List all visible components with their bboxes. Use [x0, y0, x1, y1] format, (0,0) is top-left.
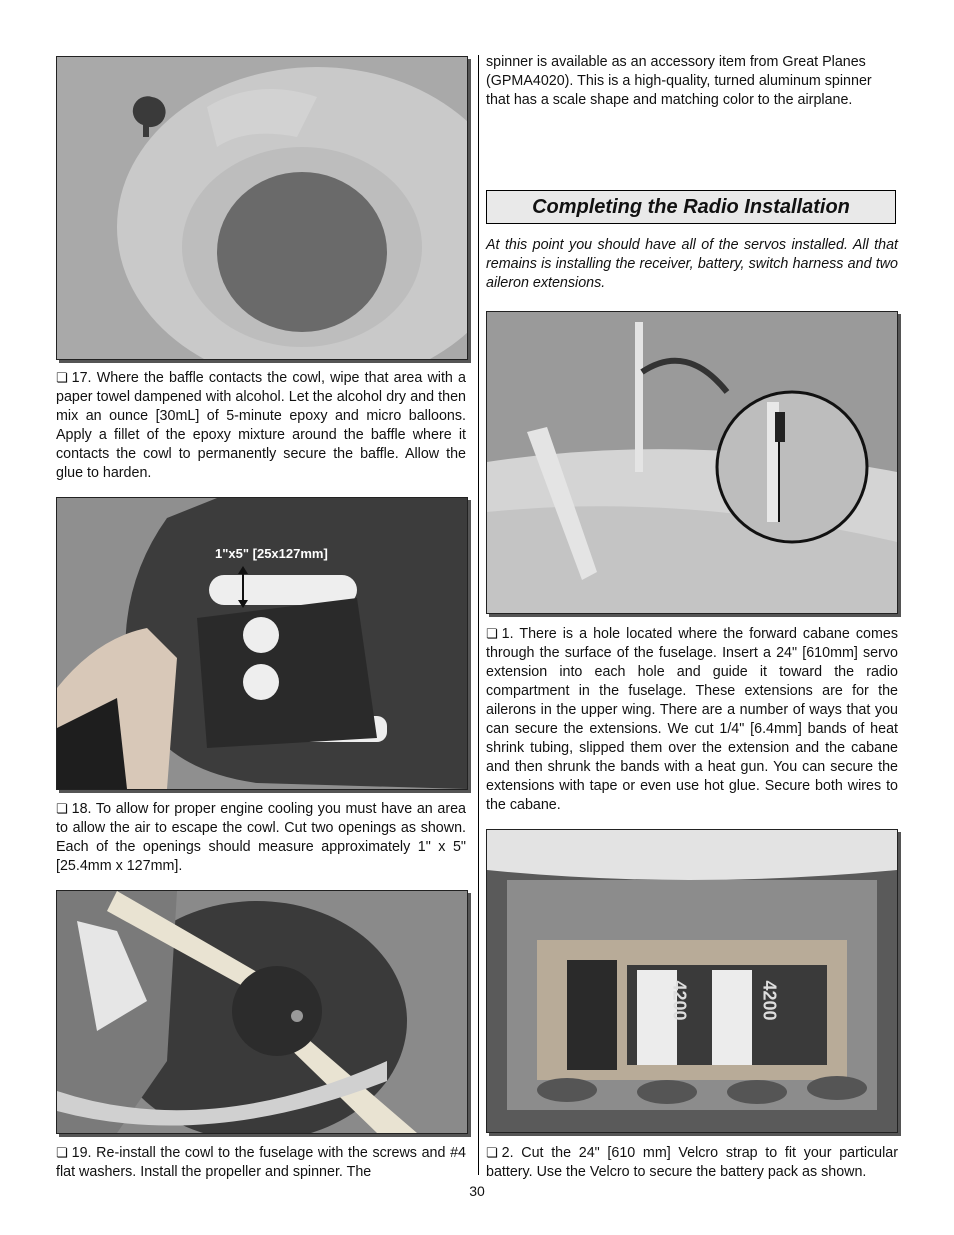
cowl-openings-photo [56, 497, 468, 790]
checkbox-icon[interactable]: ❏ [486, 627, 498, 642]
step-18 [56, 800, 466, 876]
section-intro: At this point you should have all of the servos installed. All that remains is installing the receiver, battery, switch harness and two aileron extensions. [486, 237, 898, 291]
step-18-text: 18. To allow for proper engine cooling you must have an area to allow the air to escape the cowl. Cut two openings as shown. Each of the openings should measure approximately 1" x 5" [25.4mm x 127mm]. [56, 801, 466, 874]
step-19-text: 19. Re-install the cowl to the fuselage with the screws and #4 flat washers. Install the propeller and spinner. The [56, 1145, 466, 1180]
step-1 [486, 625, 898, 815]
checkbox-icon[interactable]: ❏ [56, 802, 68, 817]
cabane-extension-photo [486, 311, 898, 614]
opening-dimension-label: 1"x5" [25x127mm] [215, 546, 328, 561]
checkbox-icon[interactable]: ❏ [56, 371, 68, 386]
step-19 [56, 1144, 466, 1182]
battery-label-2: 4200 [759, 980, 780, 1021]
checkbox-icon[interactable]: ❏ [486, 1146, 498, 1161]
propeller-spinner-photo [56, 890, 468, 1134]
cowl-baffle-photo [56, 56, 468, 360]
radio-compartment-photo [486, 829, 898, 1133]
step-17 [56, 369, 466, 483]
spinner-intro-text: spinner is available as an accessory item from Great Planes (GPMA4020). This is a high-quality, turned aluminum spinner that has a scale shape and matching color to the airplane. [486, 54, 872, 108]
step-2-text: 2. Cut the 24" [610 mm] Velcro strap to fit your particular battery. Use the Velcro to secure the battery pack as shown. [486, 1145, 898, 1180]
step-1-text: 1. There is a hole located where the forward cabane comes through the surface of the fuselage. Insert a 24" [610mm] servo extension into each hole and guide it toward the radio compartment in the fuselage. These extensions are for the ailerons in the upper wing. There are a number of ways that you can secure the extensions. We cut 1/4" [6.4mm] bands of heat shrink tubing, slipped them over the extension and the cabane and then shrunk the bands with a heat gun. You can secure the extensions with tape or even use hot glue. Secure both wires to the cabane. [486, 626, 898, 813]
battery-label-1: 4200 [669, 980, 690, 1021]
column-divider [478, 55, 479, 1175]
section-title: Completing the Radio Installation [532, 195, 850, 218]
section-header [486, 190, 896, 224]
page-number: 30 [469, 1183, 485, 1199]
step-17-text: 17. Where the baffle contacts the cowl, wipe that area with a paper towel dampened with alcohol. Let the alcohol dry and then mix an ounce [30mL] of 5-minute epoxy and micro balloons. Apply a fillet of the epoxy mixture around the baffle where it contacts the cowl to permanently secure the baffle. Allow the glue to harden. [56, 370, 466, 481]
checkbox-icon[interactable]: ❏ [56, 1146, 68, 1161]
step-2 [486, 1144, 898, 1182]
